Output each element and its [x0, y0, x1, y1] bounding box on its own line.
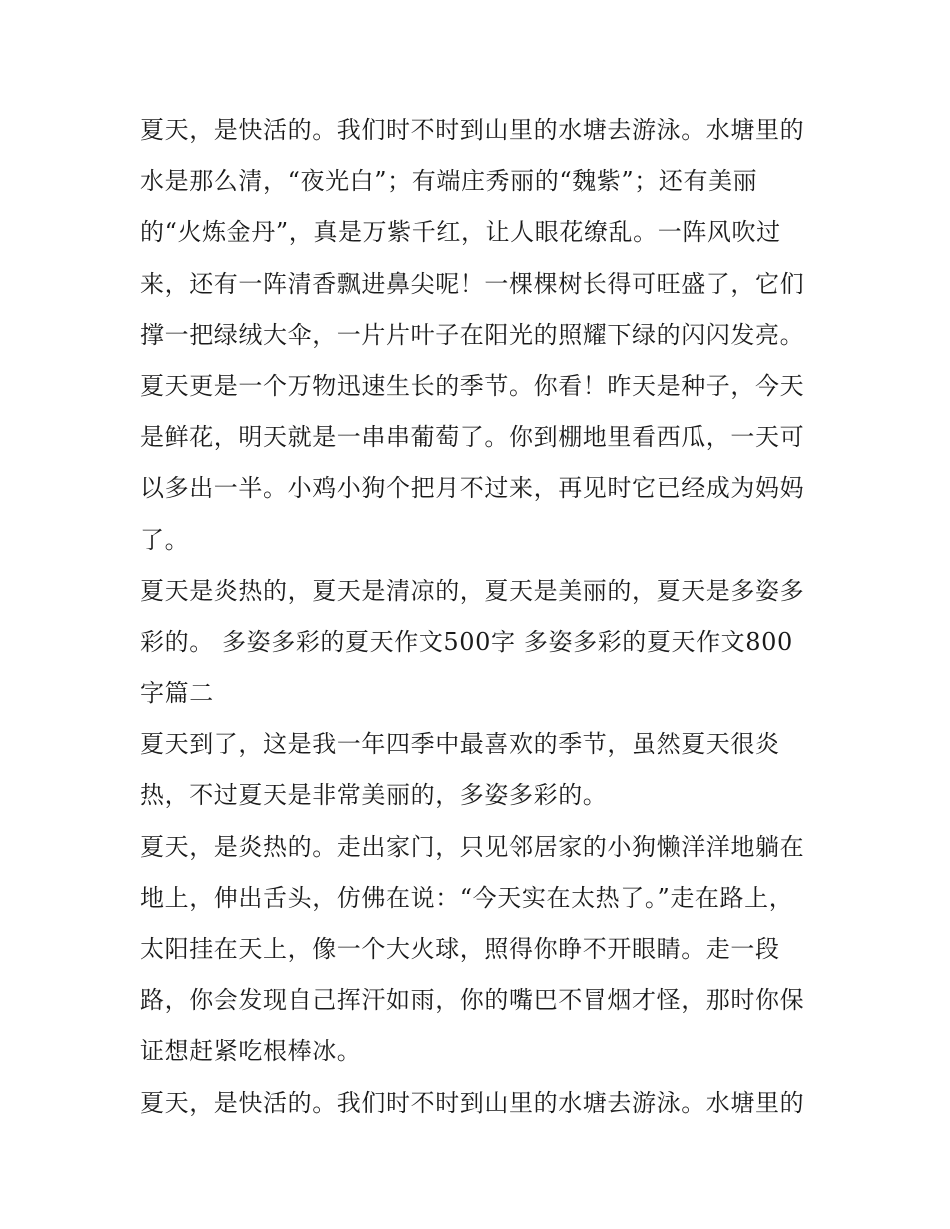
text-line: 水是那么清，“夜光白”；有端庄秀丽的“魏紫”；还有美丽 [140, 167, 758, 196]
text-line: 夏天是炎热的，夏天是清凉的，夏天是美丽的，夏天是多姿多 [140, 576, 805, 605]
text-line: 太阳挂在天上，像一个大火球，照得你睁不开眼睛。走一段 [140, 935, 780, 963]
text-line: 以多出一半。小鸡小狗个把月不过来，再见时它已经成为妈妈 [140, 474, 805, 503]
text-line: 夏天，是炎热的。走出家门，只见邻居家的小狗懒洋洋地躺在 [140, 832, 805, 861]
text-line: 证想赶紧吃根棒冰。 [140, 1037, 362, 1066]
text-line: 夏天，是快活的。我们时不时到山里的水塘去游泳。水塘里的 [140, 116, 805, 144]
text-line: 夏天，是快活的。我们时不时到山里的水塘去游泳。水塘里的 [140, 1088, 805, 1117]
text-line: 了。 [140, 525, 190, 554]
text-line: 热，不过夏天是非常美丽的，多姿多彩的。 [140, 781, 608, 810]
text-line: 字篇二 [140, 679, 214, 708]
document-body [140, 105, 820, 1129]
text-line: 夏天到了，这是我一年四季中最喜欢的季节，虽然夏天很炎 [140, 730, 780, 759]
text-line: 路，你会发现自己挥汗如雨，你的嘴巴不冒烟才怪，那时你保 [140, 986, 805, 1015]
text-line: 来，还有一阵清香飘进鼻尖呢！一棵棵树长得可旺盛了，它们 [140, 269, 805, 298]
text-line: 彩的。 多姿多彩的夏天作文500字 多姿多彩的夏天作文800 [140, 627, 793, 656]
text-line: 夏天更是一个万物迅速生长的季节。你看！昨天是种子，今天 [140, 371, 805, 400]
text-line: 地上，伸出舌头，仿佛在说：“今天实在太热了。”走在路上， [140, 883, 794, 912]
text-line: 撑一把绿绒大伞，一片片叶子在阳光的照耀下绿的闪闪发亮。 [140, 320, 805, 349]
text-line: 的“火炼金丹”，真是万紫千红，让人眼花缭乱。一阵风吹过 [140, 218, 781, 247]
text-line: 是鲜花，明天就是一串串葡萄了。你到棚地里看西瓜，一天可 [140, 423, 805, 452]
